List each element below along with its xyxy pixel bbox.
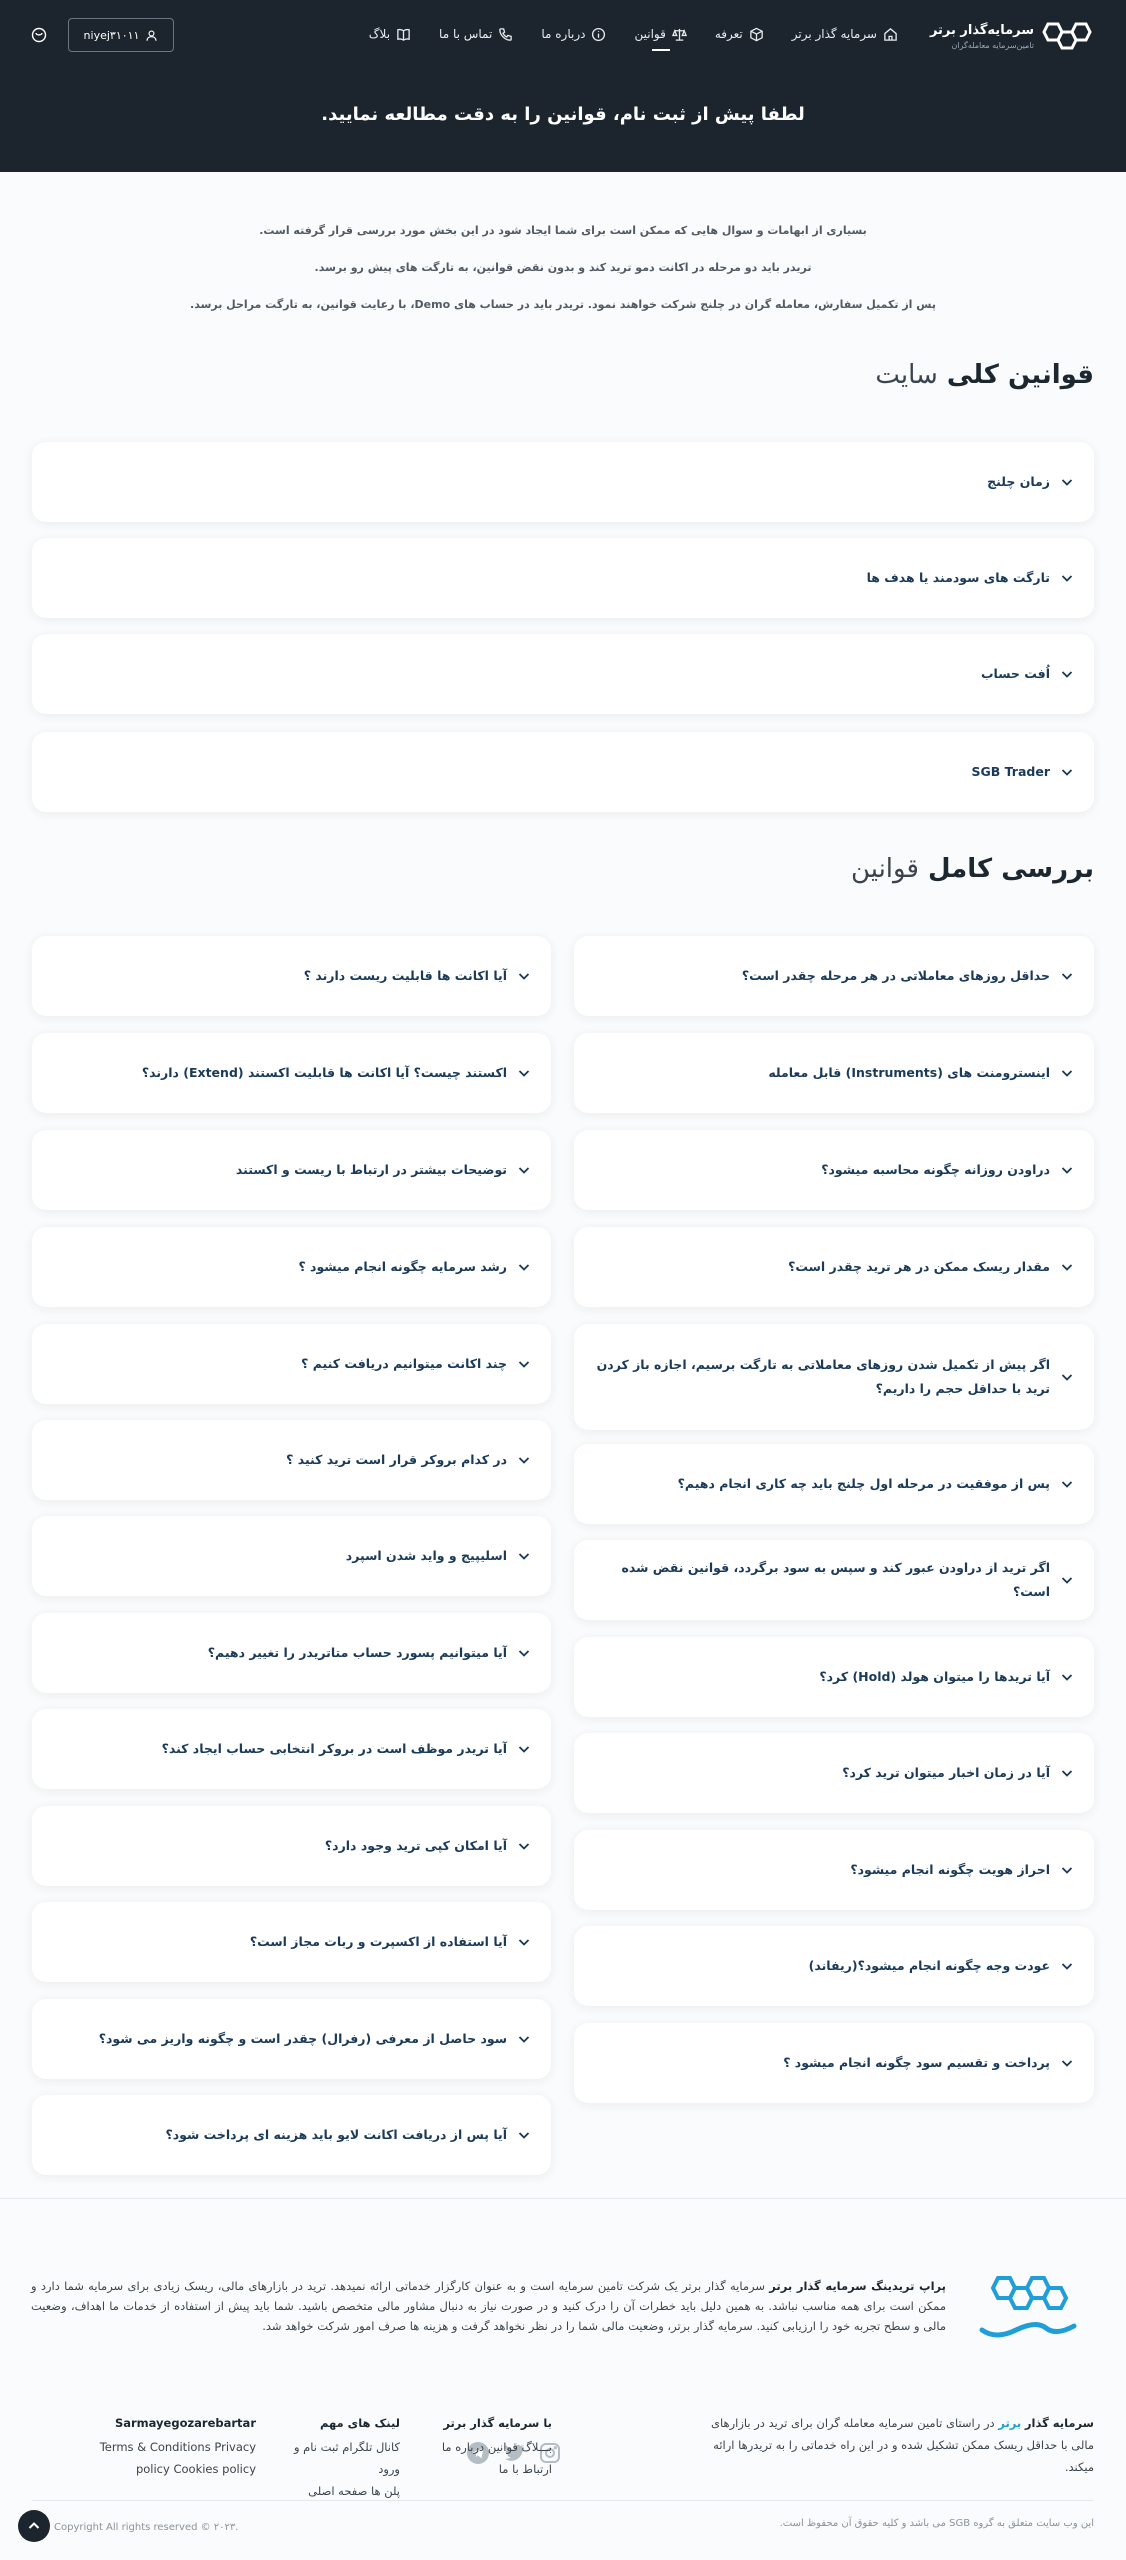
faq-question: مقدار ریسک ممکن در هر ترید چقدر است؟ [788, 1259, 1050, 1274]
faq-item[interactable] [574, 1926, 1094, 2006]
faq-question: اگر ترید از دراودن عبور کند و سپس به سود برگردد، قوانین نقض شده است؟ [621, 1560, 1050, 1599]
faq-question: آیا در زمان اخبار میتوان ترید کرد؟ [842, 1765, 1050, 1780]
chevron-down-icon [1060, 1573, 1074, 1587]
chevron-down-icon [517, 1357, 531, 1371]
footer-column-title: Sarmayegozarebartar [114, 2416, 256, 2430]
nav-item-contact[interactable] [439, 27, 513, 42]
nav-item-about[interactable] [541, 27, 606, 42]
nav-label: سرمایه گذار برتر [791, 27, 877, 41]
nav-item-blog[interactable] [369, 27, 411, 42]
faq-item[interactable] [574, 1444, 1094, 1524]
faq-question: آیا پس از دریافت اکانت لایو باید هزینه ای پرداخت شود؟ [165, 2127, 507, 2142]
footer-link[interactable]: پلن ها صفحه اصلی [308, 2484, 400, 2498]
faq-item[interactable] [32, 1227, 551, 1307]
chevron-down-icon [1060, 1260, 1074, 1274]
page-title: لطفا پیش از ثبت نام، قوانین را به دقت مطالعه نمایید. [321, 104, 805, 125]
user-name: niyej۳۱۰۱۱ [83, 28, 140, 42]
footer-link[interactable]: Terms & Conditions Privacy [99, 2440, 256, 2454]
user-icon [145, 29, 158, 42]
faq-item[interactable] [574, 1130, 1094, 1210]
footer-column-title: لینک های مهم [319, 2416, 400, 2430]
footer-tagline [704, 2412, 1094, 2478]
faq-question: حداقل روزهای معاملاتی در هر مرحله چقدر است؟ [741, 968, 1050, 983]
chevron-down-icon [517, 2032, 531, 2046]
intro-text [180, 218, 946, 329]
faq-item[interactable] [574, 2023, 1094, 2103]
chevron-down-icon [517, 1839, 531, 1853]
intro-paragraph: تریدر باید دو مرحله در اکانت دمو ترید کند و بدون نقض قوانین، به تارگت های پیش رو برسد. [314, 261, 812, 274]
intro-paragraph: بسیاری از ابهامات و سوال هایی که ممکن است برای شما ایجاد شود در این بخش مورد بررسی قرار گرفته است. [259, 224, 867, 237]
faq-item[interactable] [574, 1733, 1094, 1813]
faq-item[interactable] [574, 1830, 1094, 1910]
site-logo[interactable] [914, 16, 1094, 56]
faq-item[interactable] [32, 936, 551, 1016]
chevron-down-icon [517, 1742, 531, 1756]
cart-button[interactable] [28, 24, 50, 46]
chevron-down-icon [1060, 1370, 1074, 1384]
heading-bold: قوانین کلی [946, 360, 1094, 390]
book-icon [396, 27, 411, 42]
cart-icon [31, 27, 47, 43]
chevron-down-icon [1060, 969, 1074, 983]
footer-column-title: با سرمایه گذار برتر [443, 2416, 552, 2430]
footer-link[interactable]: policy Cookies policy [135, 2462, 256, 2476]
faq-item[interactable] [574, 1637, 1094, 1717]
faq-item[interactable] [574, 1033, 1094, 1113]
page-header [0, 0, 1126, 172]
nav-label: تعرفه [714, 27, 743, 41]
chevron-down-icon [517, 1260, 531, 1274]
faq-item[interactable] [574, 1540, 1094, 1620]
full-rules-heading [851, 854, 1094, 884]
faq-item[interactable] [32, 1324, 551, 1404]
accordion-item[interactable] [32, 732, 1094, 812]
ownership-notice: این وب سایت متعلق به گروه SGB می باشد و کلیه حقوق آن محفوظ است. [779, 2518, 1094, 2529]
faq-question: توضیحات بیشتر در ارتباط با ریست و اکستند [235, 1162, 507, 1177]
faq-question: دراودن روزانه چگونه محاسبه میشود؟ [821, 1162, 1050, 1177]
faq-question: عودت وجه چگونه انجام میشود؟(ریفاند) [808, 1958, 1050, 1973]
heading-light: قوانین [850, 854, 919, 884]
chevron-down-icon [1060, 765, 1074, 779]
faq-question: احراز هویت چگونه انجام میشود؟ [850, 1862, 1050, 1877]
box-icon [749, 27, 764, 42]
chevron-down-icon [517, 1163, 531, 1177]
chevron-down-icon [1060, 2056, 1074, 2070]
chevron-down-icon [517, 1935, 531, 1949]
heading-bold: بررسی کامل [927, 854, 1094, 884]
accordion-title: SGB Trader [971, 764, 1050, 779]
nav-label: درباره ما [541, 27, 586, 41]
accordion-title: اُفت حساب [980, 666, 1050, 681]
accordion-item[interactable] [32, 634, 1094, 714]
chevron-down-icon [517, 1066, 531, 1080]
faq-item[interactable] [32, 1130, 551, 1210]
intro-paragraph: پس از تکمیل سفارش، معامله گران در چلنج شرکت خواهند نمود. تریدر باید در حساب های Demo، با رعایت قوانین، به تارگت مراحل برسد. [190, 298, 936, 311]
chevron-down-icon [1060, 1959, 1074, 1973]
tagline-brand: سرمایه گذار [1024, 2416, 1094, 2430]
chevron-down-icon [1060, 1670, 1074, 1684]
faq-question: سود حاصل از معرفی (رفرال) چقدر است و چگونه واریز می شود؟ [98, 2031, 507, 2046]
accordion-item[interactable] [32, 538, 1094, 618]
footer-bottom-divider [32, 2500, 1094, 2501]
chevron-down-icon [1060, 1066, 1074, 1080]
phone-icon [498, 27, 513, 42]
home-icon [883, 27, 898, 42]
faq-item[interactable] [574, 1227, 1094, 1307]
chevron-down-icon [1060, 1163, 1074, 1177]
accordion-item[interactable] [32, 442, 1094, 522]
logo-mark-icon [1042, 16, 1094, 56]
faq-question: در کدام بروکر قرار است ترید کنید ؟ [286, 1452, 507, 1467]
faq-question: اسلیپیج و واید شدن اسپرد [345, 1548, 507, 1563]
faq-item[interactable] [32, 1420, 551, 1500]
faq-item[interactable] [32, 1033, 551, 1113]
chevron-down-icon [1060, 571, 1074, 585]
faq-question: چند اکانت میتوانیم دریافت کنیم ؟ [301, 1356, 507, 1371]
faq-question: اینسترومنت های (Instruments) قابل معامله [768, 1065, 1050, 1080]
logo-subtitle: تامین‌سرمایه معامله‌گران [951, 40, 1034, 50]
faq-item[interactable] [32, 1516, 551, 1596]
footer-logo-icon [976, 2272, 1080, 2348]
faq-question: اکستند چیست؟ آیا اکانت ها قابلیت اکستند (Extend) دارند؟ [141, 1065, 507, 1080]
nav-item-rules[interactable] [634, 27, 686, 42]
nav-label: بلاگ [368, 27, 391, 41]
faq-question: آیا میتوانیم پسورد حساب متاتریدر را تغییر دهیم؟ [207, 1645, 507, 1660]
faq-item[interactable] [32, 2095, 551, 2175]
faq-question: آیا امکان کپی ترید وجود دارد؟ [324, 1838, 507, 1853]
tagline-brand-accent: برتر [998, 2416, 1022, 2430]
chevron-down-icon [1060, 667, 1074, 681]
faq-question: آیا استفاده از اکسپرت و ربات مجاز است؟ [249, 1934, 507, 1949]
faq-question: اگر پیش از تکمیل شدن روزهای معاملاتی به تارگت برسیم، اجازه باز کردن ترید با حداقل حجم را داریم؟ [596, 1357, 1050, 1396]
scroll-to-top-button[interactable] [18, 2510, 50, 2542]
copyright-text: Copyright All rights reserved © ۲۰۲۳. [54, 2522, 239, 2533]
footer-divider [0, 2198, 1126, 2199]
faq-question: آیا تریدر موظف است در بروکر انتخابی حساب ایجاد کند؟ [161, 1741, 507, 1756]
nav-label: قوانین [634, 27, 666, 41]
chevron-down-icon [517, 1453, 531, 1467]
chevron-down-icon [1060, 1766, 1074, 1780]
accordion-title: زمان چلنج [987, 474, 1050, 489]
logo-title: سرمایه‌گذار برتر [929, 22, 1034, 38]
footer-link[interactable]: ارتباط با ما [498, 2462, 552, 2476]
footer-link[interactable]: بـــلاگ قوانین درباره ما [441, 2440, 552, 2454]
footer-about-text: سرمایه گذار برتر یک شرکت تامین سرمایه است و به عنوان کارگزار خدماتی ارائه نمیدهد. ترید در بازارهای مالی، ریسک زیادی برای سرمایه شما دارد و ممکن است برای همه مناسب نباشد. به همین دلیل باید خطرات آن را درک کنید و در صورت نیاز به دنبال مشاور مالی متخصص باشید. شما باید پیش از استفاده از خدمات ما اهداف، وضعیت مالی و سطح تجربه خود را ارزیابی کنید. سرمایه گذار برتر، وضعیت مالی شما را در نظر نخواهد گرفت و هزینه ها صرف امور شرکت خواهد شد. [31, 2279, 946, 2333]
chevron-down-icon [517, 1646, 531, 1660]
user-account-button[interactable] [68, 18, 174, 52]
nav-label: تماس با ما [439, 27, 493, 41]
footer-about-title: پراپ تریدینگ سرمایه گذار برتر [769, 2279, 946, 2293]
faq-question: پرداخت و تقسیم سود چگونه انجام میشود ؟ [783, 2055, 1050, 2070]
chevron-down-icon [1060, 1477, 1074, 1491]
faq-question: آیا اکانت ها قابلیت ریست دارند ؟ [303, 968, 507, 983]
faq-item[interactable] [32, 1709, 551, 1789]
accordion-title: تارگت های سودمند یا هدف ها [866, 570, 1050, 585]
chevron-down-icon [517, 969, 531, 983]
chevron-down-icon [1060, 475, 1074, 489]
footer-column-about [422, 2412, 552, 2480]
footer-column-links [280, 2412, 400, 2502]
footer-link[interactable]: کانال تلگرام ثبت نام و ورود [293, 2440, 400, 2476]
faq-item[interactable] [32, 1613, 551, 1693]
info-icon [591, 27, 606, 42]
heading-light: سایت [875, 360, 938, 390]
tagline-text: در راستای تامین سرمایه معامله گران برای ترید در بازارهای مالی با حداقل ریسک ممکن تشکیل شده و در این راه خدماتی را به تریدرها ارائه میکند. [711, 2416, 1094, 2474]
nav-item-home[interactable] [792, 27, 898, 42]
chevron-down-icon [1060, 1863, 1074, 1877]
general-rules-heading [875, 360, 1094, 390]
faq-item[interactable] [32, 1999, 551, 2079]
faq-question: پس از موفقیت در مرحله اول چلنج باید چه کاری انجام دهیم؟ [677, 1476, 1050, 1491]
faq-item[interactable] [574, 936, 1094, 1016]
main-nav [369, 22, 898, 46]
faq-item[interactable] [574, 1324, 1094, 1430]
footer-about [31, 2276, 946, 2336]
chevron-down-icon [517, 1549, 531, 1563]
faq-item[interactable] [32, 1902, 551, 1982]
scale-icon [672, 27, 687, 42]
faq-question: آیا تریدها را میتوان هولد (Hold) کرد؟ [819, 1669, 1050, 1684]
chevron-up-icon [27, 2519, 41, 2533]
faq-item[interactable] [32, 1806, 551, 1886]
faq-question: رشد سرمایه چگونه انجام میشود ؟ [298, 1259, 507, 1274]
footer-column-legal [96, 2412, 256, 2480]
chevron-down-icon [517, 2128, 531, 2142]
nav-item-pricing[interactable] [715, 27, 764, 42]
